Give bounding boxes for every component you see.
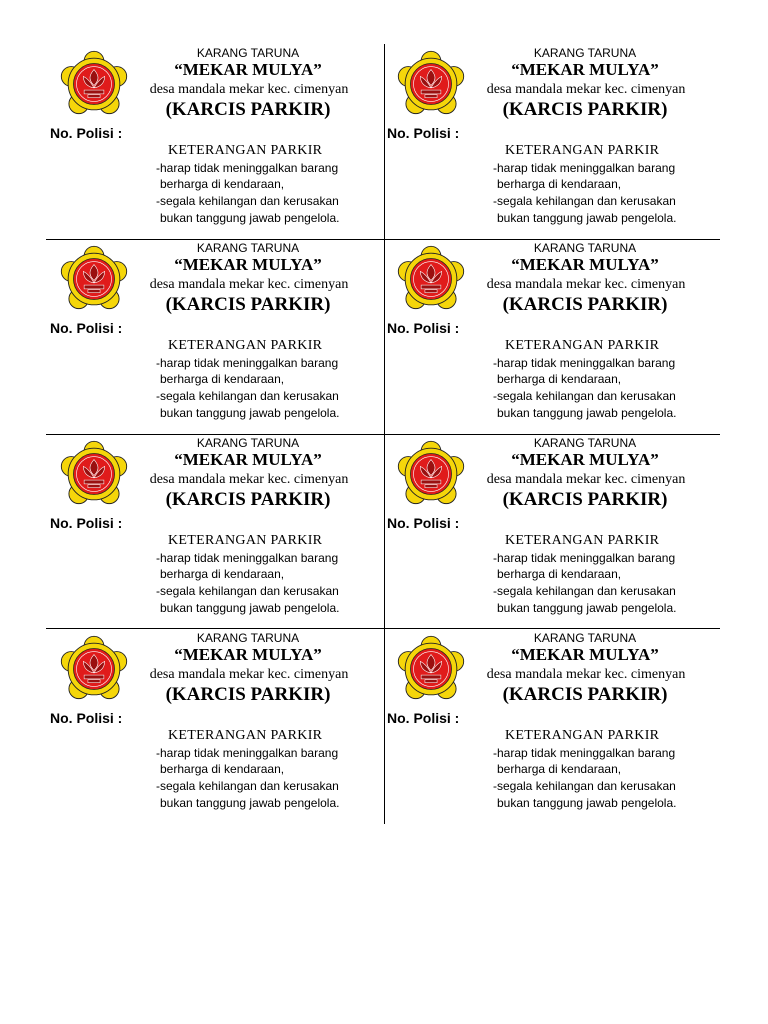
parking-notes-title: KETERANGAN PARKIR [168, 728, 323, 743]
parking-note-line: -segala kehilangan dan kerusakan [156, 584, 339, 598]
address-text: desa mandala mekar kec. cimenyan [149, 667, 349, 682]
parking-notes-title: KETERANGAN PARKIR [505, 338, 660, 353]
karang-taruna-emblem-icon [392, 46, 470, 122]
parking-note-line: -harap tidak meninggalkan barang [156, 551, 339, 565]
parking-notes-title: KETERANGAN PARKIR [168, 143, 323, 158]
parking-note-line: berharga di kendaraan, [160, 177, 285, 191]
parking-note-line: bukan tanggung jawab pengelola. [497, 601, 677, 615]
parking-note-line: bukan tanggung jawab pengelola. [160, 601, 340, 615]
parking-note-line: berharga di kendaraan, [497, 762, 622, 776]
parking-note-line: -segala kehilangan dan kerusakan [156, 779, 339, 793]
group-name: “MEKAR MULYA” [174, 645, 322, 664]
parking-note-line: -segala kehilangan dan kerusakan [493, 389, 676, 403]
parking-note-line: berharga di kendaraan, [497, 372, 622, 386]
karang-taruna-emblem-icon [55, 46, 133, 122]
parking-notes-title: KETERANGAN PARKIR [505, 728, 660, 743]
parking-note-line: -harap tidak meninggalkan barang [156, 746, 339, 760]
ticket-title: (KARCIS PARKIR) [502, 99, 668, 120]
parking-notes-title: KETERANGAN PARKIR [168, 338, 323, 353]
plate-number-label: No. Polisi : [50, 710, 123, 726]
address-text: desa mandala mekar kec. cimenyan [149, 277, 349, 292]
parking-note-line: -harap tidak meninggalkan barang [493, 356, 676, 370]
group-name: “MEKAR MULYA” [511, 255, 659, 274]
parking-note-line: bukan tanggung jawab pengelola. [497, 406, 677, 420]
address-text: desa mandala mekar kec. cimenyan [486, 472, 686, 487]
group-name: “MEKAR MULYA” [511, 645, 659, 664]
organization-name: KARANG TARUNA [196, 436, 300, 450]
parking-ticket [50, 631, 388, 826]
parking-note-line: bukan tanggung jawab pengelola. [160, 211, 340, 225]
parking-note-line: bukan tanggung jawab pengelola. [497, 211, 677, 225]
organization-name: KARANG TARUNA [196, 241, 300, 255]
parking-note-line: berharga di kendaraan, [497, 567, 622, 581]
parking-ticket [50, 241, 388, 436]
parking-notes-title: KETERANGAN PARKIR [168, 533, 323, 548]
plate-number-label: No. Polisi : [50, 125, 123, 141]
parking-note-line: -segala kehilangan dan kerusakan [493, 584, 676, 598]
organization-name: KARANG TARUNA [196, 46, 300, 60]
group-name: “MEKAR MULYA” [511, 450, 659, 469]
parking-ticket [387, 46, 725, 241]
group-name: “MEKAR MULYA” [174, 60, 322, 79]
parking-ticket [387, 241, 725, 436]
plate-number-label: No. Polisi : [50, 320, 123, 336]
ticket-title: (KARCIS PARKIR) [165, 489, 331, 510]
organization-name: KARANG TARUNA [533, 631, 637, 645]
parking-note-line: berharga di kendaraan, [160, 762, 285, 776]
parking-note-line: -segala kehilangan dan kerusakan [493, 779, 676, 793]
parking-notes-title: KETERANGAN PARKIR [505, 533, 660, 548]
address-text: desa mandala mekar kec. cimenyan [486, 82, 686, 97]
parking-ticket [50, 46, 388, 241]
karang-taruna-emblem-icon [392, 241, 470, 317]
group-name: “MEKAR MULYA” [511, 60, 659, 79]
ticket-title: (KARCIS PARKIR) [165, 99, 331, 120]
ticket-title: (KARCIS PARKIR) [502, 684, 668, 705]
address-text: desa mandala mekar kec. cimenyan [486, 667, 686, 682]
parking-ticket [387, 436, 725, 631]
plate-number-label: No. Polisi : [387, 515, 460, 531]
parking-ticket [387, 631, 725, 826]
parking-notes-title: KETERANGAN PARKIR [505, 143, 660, 158]
ticket-title: (KARCIS PARKIR) [502, 489, 668, 510]
parking-note-line: -segala kehilangan dan kerusakan [156, 389, 339, 403]
parking-note-line: -segala kehilangan dan kerusakan [156, 194, 339, 208]
parking-note-line: -harap tidak meninggalkan barang [493, 746, 676, 760]
plate-number-label: No. Polisi : [50, 515, 123, 531]
organization-name: KARANG TARUNA [533, 241, 637, 255]
parking-note-line: -harap tidak meninggalkan barang [493, 551, 676, 565]
organization-name: KARANG TARUNA [196, 631, 300, 645]
karang-taruna-emblem-icon [55, 241, 133, 317]
address-text: desa mandala mekar kec. cimenyan [149, 82, 349, 97]
parking-note-line: bukan tanggung jawab pengelola. [160, 406, 340, 420]
ticket-title: (KARCIS PARKIR) [502, 294, 668, 315]
parking-note-line: -segala kehilangan dan kerusakan [493, 194, 676, 208]
parking-note-line: -harap tidak meninggalkan barang [493, 161, 676, 175]
address-text: desa mandala mekar kec. cimenyan [486, 277, 686, 292]
ticket-title: (KARCIS PARKIR) [165, 684, 331, 705]
plate-number-label: No. Polisi : [387, 320, 460, 336]
parking-note-line: -harap tidak meninggalkan barang [156, 161, 339, 175]
ticket-title: (KARCIS PARKIR) [165, 294, 331, 315]
karang-taruna-emblem-icon [55, 631, 133, 707]
parking-note-line: bukan tanggung jawab pengelola. [497, 796, 677, 810]
parking-note-line: bukan tanggung jawab pengelola. [160, 796, 340, 810]
organization-name: KARANG TARUNA [533, 436, 637, 450]
plate-number-label: No. Polisi : [387, 710, 460, 726]
karang-taruna-emblem-icon [392, 631, 470, 707]
address-text: desa mandala mekar kec. cimenyan [149, 472, 349, 487]
parking-note-line: berharga di kendaraan, [160, 372, 285, 386]
karang-taruna-emblem-icon [392, 436, 470, 512]
organization-name: KARANG TARUNA [533, 46, 637, 60]
parking-note-line: berharga di kendaraan, [160, 567, 285, 581]
parking-ticket [50, 436, 388, 631]
group-name: “MEKAR MULYA” [174, 450, 322, 469]
plate-number-label: No. Polisi : [387, 125, 460, 141]
group-name: “MEKAR MULYA” [174, 255, 322, 274]
karang-taruna-emblem-icon [55, 436, 133, 512]
parking-note-line: berharga di kendaraan, [497, 177, 622, 191]
parking-note-line: -harap tidak meninggalkan barang [156, 356, 339, 370]
